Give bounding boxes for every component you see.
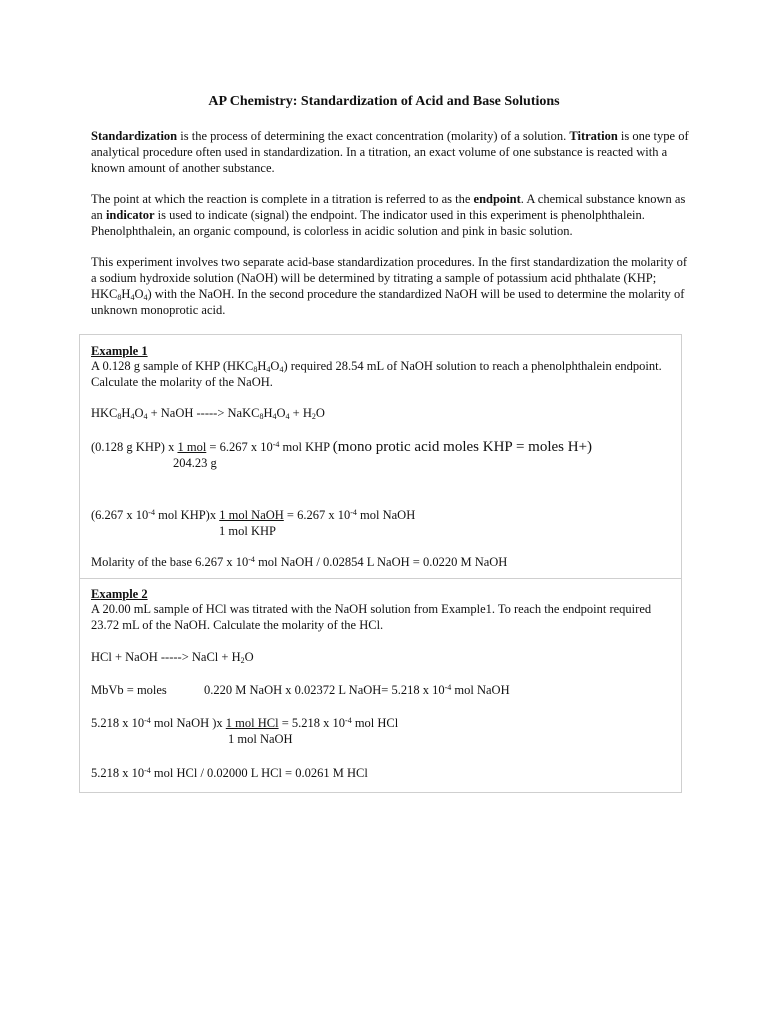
text: + H <box>289 406 312 420</box>
text: = 6.267 x 10 <box>283 508 351 522</box>
subscript: 4 <box>285 412 290 421</box>
text: . A chemical substance known as an <box>91 192 686 222</box>
example-1-reaction-equation <box>91 405 325 421</box>
subscript: 2 <box>240 656 245 665</box>
text: The point at which the reaction is complete in a titration is referred to as the <box>91 192 474 206</box>
text: mol HCl <box>351 716 399 730</box>
subscript: 4 <box>266 365 271 374</box>
example-2-reaction-equation <box>91 649 254 665</box>
text: O <box>315 406 325 420</box>
exponent: -4 <box>444 683 452 692</box>
fraction-numerator: 1 mol NaOH <box>219 508 284 522</box>
example-1-calculation-1 <box>91 439 592 455</box>
example-2-box <box>79 578 682 793</box>
subscript: 4 <box>272 412 277 421</box>
text: O <box>244 650 254 664</box>
text: A 0.128 g sample of KHP (HKC <box>91 359 254 373</box>
text: is used to indicate (signal) the endpoint. The indicator used in this experiment is phenolphthalein. Phenolphthalein, an organic compound, is colorless in acidic solution and pink in basic solution. <box>91 208 645 238</box>
subscript: 8 <box>117 293 122 302</box>
example-2-mbvb-calculation <box>204 682 510 698</box>
text: HKC <box>91 406 118 420</box>
text: ) required 28.54 mL of NaOH solution to reach a phenolphthalein endpoint. <box>283 359 662 373</box>
fraction-denominator: 1 mol KHP <box>219 524 276 538</box>
subscript: 8 <box>117 412 122 421</box>
text: = 5.218 x 10 <box>278 716 346 730</box>
subscript: 4 <box>143 293 148 302</box>
text: mol NaOH )x <box>150 716 226 730</box>
subscript: 4 <box>279 365 284 374</box>
text: (0.128 g KHP) x <box>91 440 178 454</box>
example-1-calculation-2 <box>91 507 415 523</box>
subscript: 4 <box>130 412 135 421</box>
subscript: 4 <box>130 293 135 302</box>
text: This experiment involves two separate acid-base standardization procedures. In the first standardization the molarity of a sodium hydroxide solution (NaOH) will be determined by titrating a sample of potassium acid phthalate (KHP; HKC <box>91 255 687 301</box>
text: is one type of analytical procedure often used in standardization. In a titration, an exact volume of one substance is reacted with a known amount of another substance. <box>91 129 689 175</box>
text: mol KHP <box>279 440 333 454</box>
term-titration: Titration <box>569 129 618 143</box>
text: mol NaOH <box>356 508 416 522</box>
text: 5.218 x 10 <box>91 716 145 730</box>
term-standardization: Standardization <box>91 129 178 143</box>
text: O <box>276 406 286 420</box>
text: O <box>134 406 144 420</box>
term-indicator: indicator <box>105 208 155 222</box>
exponent: -4 <box>248 555 255 564</box>
text: 0.220 M NaOH x 0.02372 L NaOH= 5.218 x 10 <box>204 683 445 697</box>
intro-paragraph-procedures <box>91 254 691 318</box>
text: H <box>257 359 267 373</box>
exponent: -4 <box>144 716 151 725</box>
text: mol KHP)x <box>154 508 220 522</box>
example-2-problem-line-1: A 20.00 mL sample of HCl was titrated with the NaOH solution from Example1. To reach the endpoint required <box>91 602 652 616</box>
exponent: -4 <box>345 716 352 725</box>
intro-paragraph-standardization <box>91 128 691 176</box>
text: is the process of determining the exact concentration (molarity) of a solution. <box>177 129 570 143</box>
fraction-denominator: 1 mol NaOH <box>228 732 293 746</box>
example-2-result <box>91 765 368 781</box>
text: O <box>134 287 144 301</box>
text: H <box>121 287 131 301</box>
text: ) with the NaOH. In the second procedure the standardized NaOH will be used to determine the molarity of unknown monoprotic acid. <box>91 287 685 317</box>
example-1-problem-line-1 <box>91 358 662 374</box>
text: mol NaOH / 0.02854 L NaOH = 0.0220 M NaOH <box>254 555 508 569</box>
text: = 6.267 x 10 <box>206 440 273 454</box>
text: (6.267 x 10 <box>91 508 149 522</box>
example-2-mbvb-label: MbVb = moles <box>91 683 167 697</box>
text: 5.218 x 10 <box>91 766 145 780</box>
term-endpoint: endpoint <box>473 192 521 206</box>
text: Molarity of the base 6.267 x 10 <box>91 555 249 569</box>
example-2-heading: Example 2 <box>91 587 148 601</box>
fraction-numerator: 1 mol HCl <box>225 716 279 730</box>
example-2-problem-line-2: 23.72 mL of the NaOH. Calculate the molarity of the HCl. <box>91 618 384 632</box>
text: O <box>270 359 280 373</box>
fraction-numerator: 1 mol <box>177 440 207 454</box>
page-title: AP Chemistry: Standardization of Acid and Base Solutions <box>208 94 560 109</box>
text: HCl + NaOH -----> NaCl + H <box>91 650 241 664</box>
text: mol HCl / 0.02000 L HCl = 0.0261 M HCl <box>150 766 368 780</box>
exponent: -4 <box>272 440 280 449</box>
exponent: -4 <box>148 508 155 517</box>
subscript: 2 <box>311 412 316 421</box>
example-1-heading: Example 1 <box>91 344 148 358</box>
fraction-denominator: 204.23 g <box>173 456 217 470</box>
example-2-calculation <box>91 715 398 731</box>
calc-note: (mono protic acid moles KHP = moles H+) <box>332 439 593 455</box>
text: mol NaOH <box>451 683 510 697</box>
subscript: 8 <box>259 412 264 421</box>
text: + NaOH -----> NaKC <box>147 406 260 420</box>
exponent: -4 <box>350 508 357 517</box>
subscript: 4 <box>143 412 148 421</box>
example-1-box <box>79 334 682 579</box>
example-1-result <box>91 554 507 570</box>
text: H <box>121 406 131 420</box>
intro-paragraph-endpoint <box>91 191 691 239</box>
exponent: -4 <box>144 766 151 775</box>
text: H <box>263 406 273 420</box>
example-1-problem-line-2: Calculate the molarity of the NaOH. <box>91 375 273 389</box>
subscript: 8 <box>253 365 258 374</box>
